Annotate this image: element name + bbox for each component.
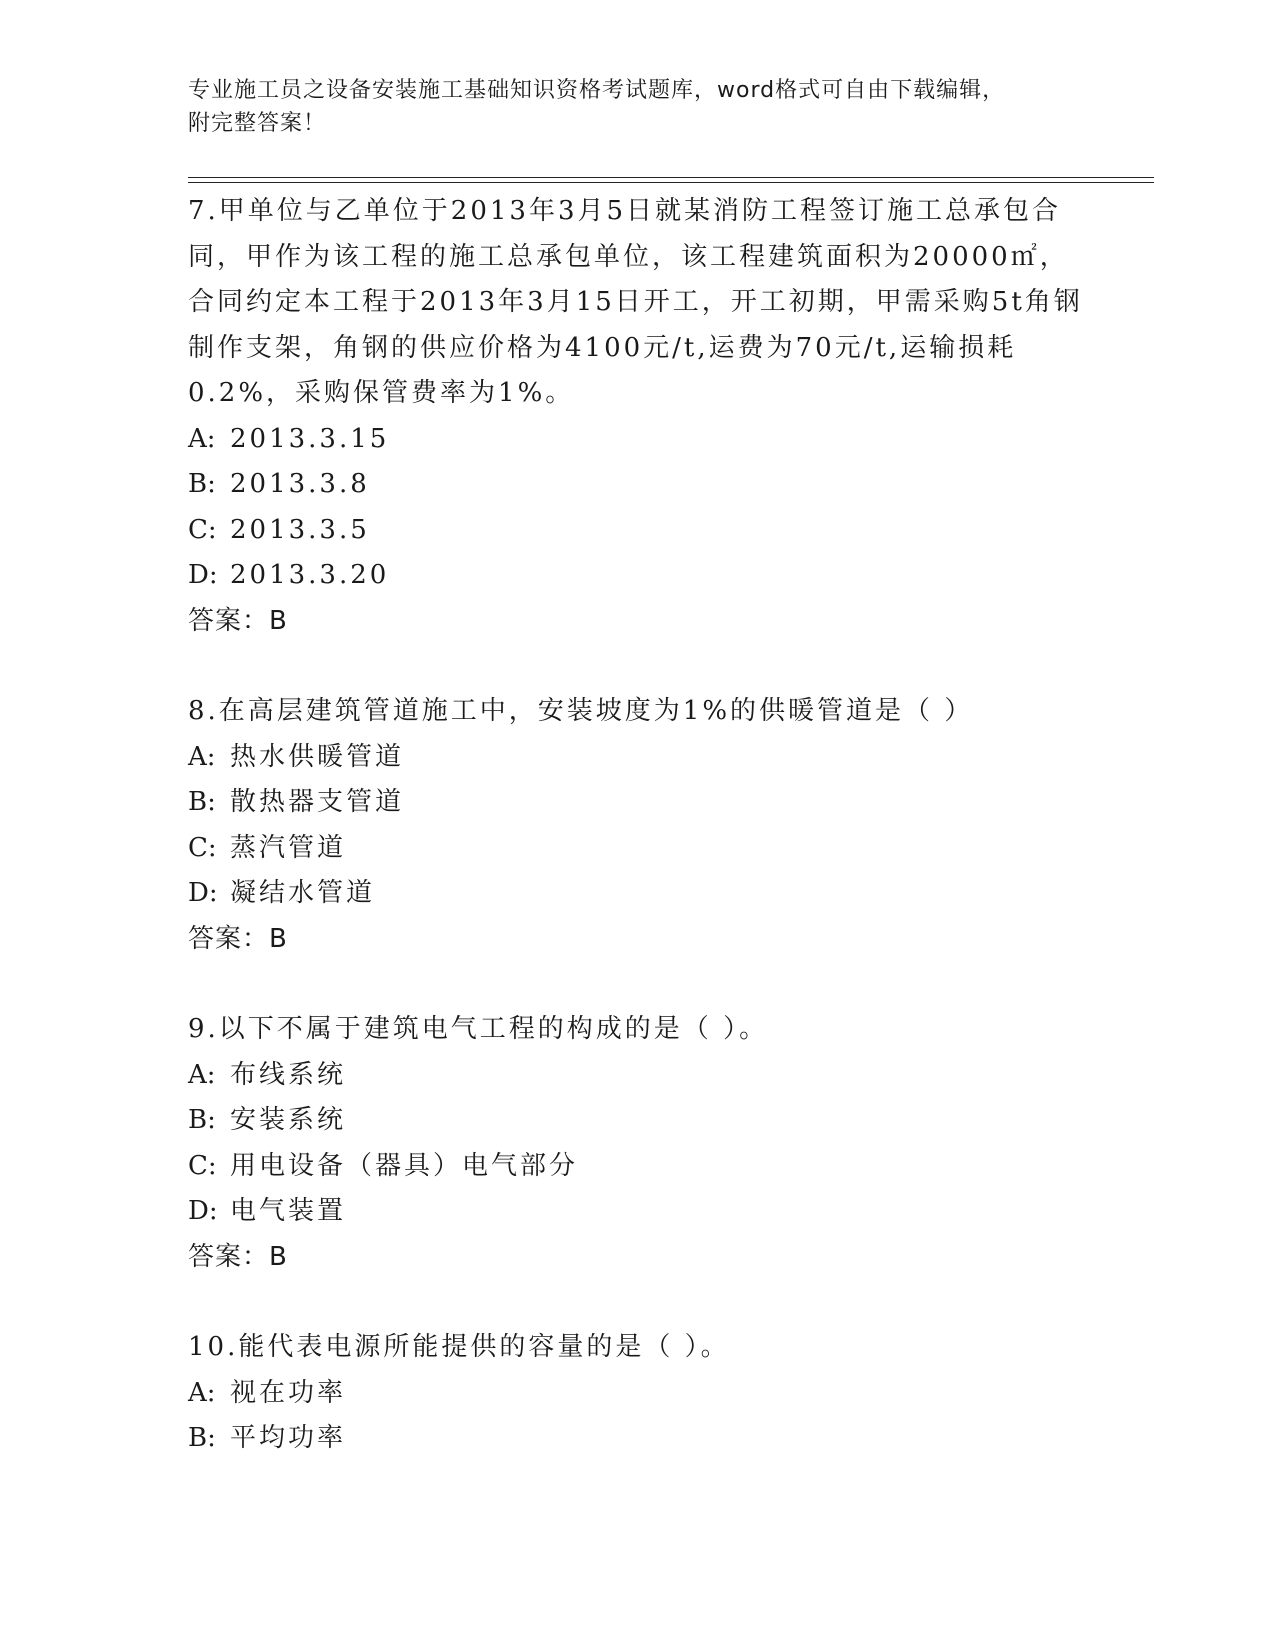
option-text: 用电设备（器具）电气部分 [230, 1150, 579, 1181]
option-label: B: [188, 1423, 216, 1453]
question-10 [188, 1325, 1088, 1462]
option-a [188, 735, 1088, 781]
question-8 [188, 689, 1088, 962]
answer-line: 答案：B [188, 605, 288, 636]
option-text: 安装系统 [230, 1105, 347, 1135]
option-text: 散热器支管道 [230, 787, 405, 817]
option-text: 电气装置 [230, 1196, 347, 1226]
question-stem: 9.以下不属于建筑电气工程的构成的是（ ）。 [188, 1014, 769, 1044]
option-b [188, 780, 1088, 826]
option-label: B: [188, 469, 216, 499]
option-c [188, 508, 1088, 554]
option-label: B: [188, 787, 216, 817]
option-text: 2013.3.20 [230, 560, 390, 590]
option-label: A: [188, 423, 216, 454]
option-label: C: [188, 832, 217, 863]
option-d [188, 553, 1088, 599]
option-d [188, 1189, 1088, 1235]
answer-line: 答案：B [188, 1241, 288, 1272]
option-text: 热水供暖管道 [230, 741, 405, 772]
header-divider-bottom [188, 182, 1154, 183]
option-text: 2013.3.15 [230, 423, 390, 454]
option-a [188, 417, 1088, 463]
question-stem: 7.甲单位与乙单位于2013年3月5日就某消防工程签订施工总承包合同，甲作为该工程的施工总承包单位，该工程建筑面积为20000㎡，合同约定本工程于2013年3月15日开工，开工初期，甲需采购5t角钢制作支架，角钢的供应价格为4100元/t,运费为70元/t,运输损耗0.2%，采购保管费率为1%。 [188, 196, 1083, 408]
option-label: D: [188, 560, 218, 590]
question-7 [188, 189, 1088, 644]
option-label: C: [188, 1150, 217, 1181]
header-divider-top [188, 177, 1154, 178]
option-d [188, 871, 1088, 917]
option-b [188, 1416, 1088, 1462]
option-b [188, 462, 1088, 508]
option-a [188, 1371, 1088, 1417]
option-label: D: [188, 1196, 218, 1226]
option-c [188, 1144, 1088, 1190]
option-label: B: [188, 1105, 216, 1135]
option-text: 蒸汽管道 [230, 832, 347, 863]
option-text: 2013.3.8 [230, 469, 370, 499]
question-stem: 10.能代表电源所能提供的容量的是（ ）。 [188, 1332, 730, 1362]
question-stem: 8.在高层建筑管道施工中，安装坡度为1%的供暖管道是（ ） [188, 696, 974, 726]
option-label: A: [188, 1377, 216, 1408]
header-line-2: 附完整答案！ [188, 111, 327, 136]
option-label: D: [188, 878, 218, 908]
option-a [188, 1053, 1088, 1099]
option-text: 凝结水管道 [230, 878, 376, 908]
option-text: 2013.3.5 [230, 514, 370, 545]
option-label: C: [188, 514, 217, 545]
answer-line: 答案：B [188, 923, 288, 954]
option-c [188, 826, 1088, 872]
option-label: A: [188, 741, 216, 772]
option-text: 视在功率 [230, 1377, 347, 1408]
option-text: 平均功率 [230, 1423, 347, 1453]
option-text: 布线系统 [230, 1059, 347, 1090]
question-list [188, 189, 1088, 1507]
question-9 [188, 1007, 1088, 1280]
option-b [188, 1098, 1088, 1144]
header-line-1: 专业施工员之设备安装施工基础知识资格考试题库，word格式可自由下载编辑， [188, 78, 1006, 103]
option-label: A: [188, 1059, 216, 1090]
document-header [188, 74, 1088, 140]
